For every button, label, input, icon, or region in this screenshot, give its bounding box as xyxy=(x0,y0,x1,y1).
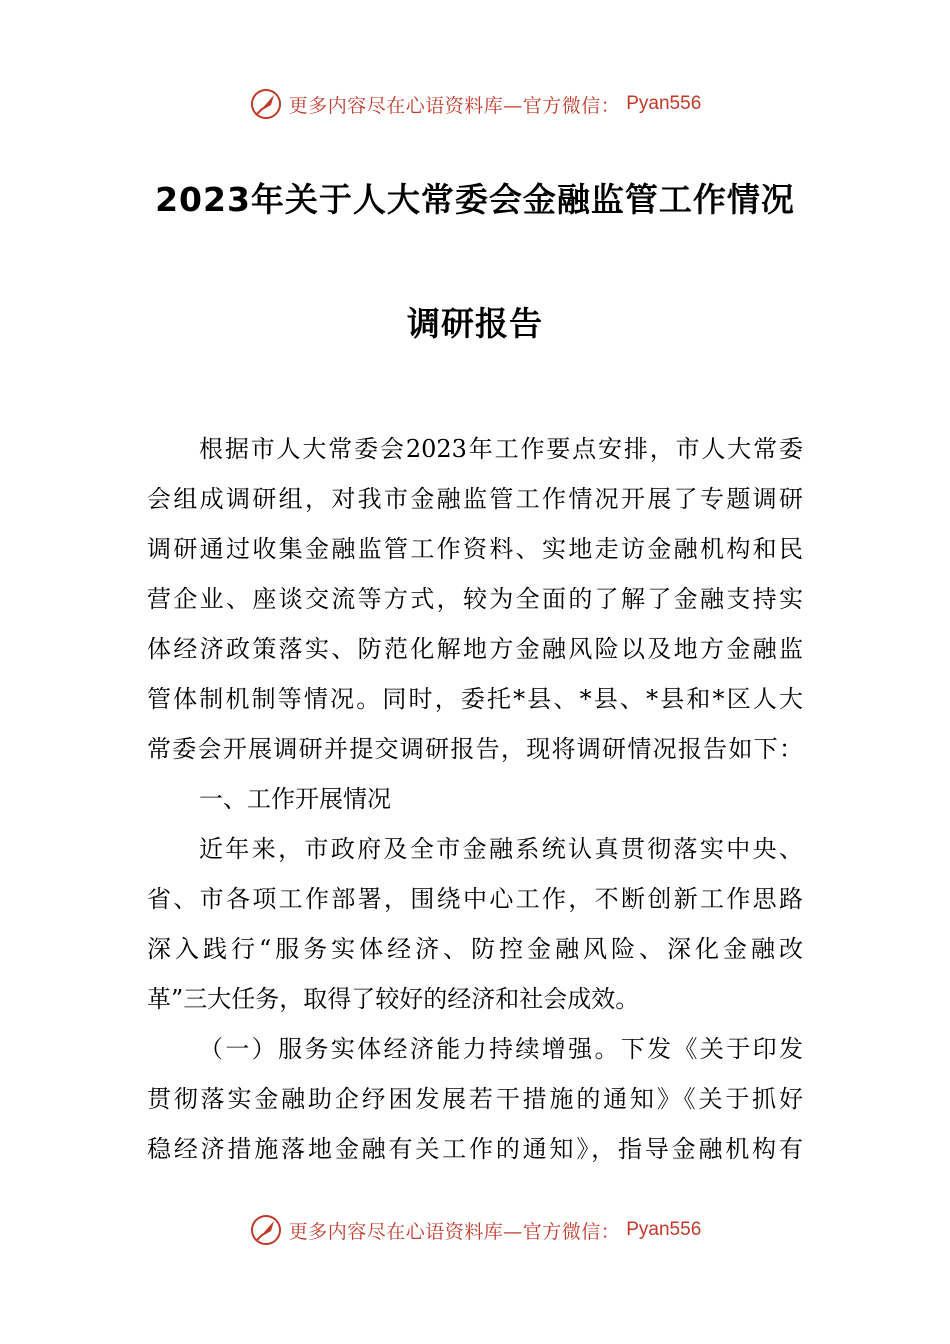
body-line: 稳经济措施落地金融有关工作的通知》，指导金融机构有 xyxy=(147,1135,803,1163)
watermark-footer xyxy=(0,1210,950,1250)
subsection-heading: （一）服务实体经济能力持续增强。下发《关于印发 xyxy=(199,1035,803,1063)
body-line: 会组成调研组，对我市金融监管工作情况开展了专题调研 xyxy=(147,485,803,513)
document-title-line-1: 2023年关于人大常委会金融监管工作情况 xyxy=(155,180,795,219)
body-line: 革”三大任务，取得了较好的经济和社会成效。 xyxy=(147,985,640,1013)
body-line: 贯彻落实金融助企纾困发展若干措施的通知》《关于抓好 xyxy=(147,1085,803,1113)
body-line: 管体制机制等情况。同时，委托*县、*县、*县和*区人大 xyxy=(147,685,803,713)
watermark-text: 更多内容尽在心语资料库—官方微信： xyxy=(288,94,621,117)
quill-logo-icon xyxy=(249,87,283,121)
body-line: 调研通过收集金融监管工作资料、实地走访金融机构和民 xyxy=(147,535,803,563)
body-line: 近年来，市政府及全市金融系统认真贯彻落实中央、 xyxy=(199,835,803,863)
body-line: 省、市各项工作部署，围绕中心工作，不断创新工作思路 xyxy=(147,885,803,913)
watermark-wechat-id: Pyan556 xyxy=(626,1219,702,1240)
watermark-header xyxy=(0,84,950,124)
body-line: 根据市人大常委会2023年工作要点安排，市人大常委 xyxy=(199,435,803,463)
document-title-line-2: 调研报告 xyxy=(407,304,543,343)
section-heading: 一、工作开展情况 xyxy=(199,785,391,813)
body-line: 营企业、座谈交流等方式，较为全面的了解了金融支持实 xyxy=(147,585,803,613)
watermark-wechat-id: Pyan556 xyxy=(626,93,702,114)
body-line: 深入践行“服务实体经济、防控金融风险、深化金融改 xyxy=(147,935,803,963)
body-line: 体经济政策落实、防范化解地方金融风险以及地方金融监 xyxy=(147,635,803,663)
body-line: 常委会开展调研并提交调研报告，现将调研情况报告如下： xyxy=(147,735,803,763)
watermark-text: 更多内容尽在心语资料库—官方微信： xyxy=(288,1220,621,1243)
quill-logo-icon xyxy=(249,1213,283,1247)
